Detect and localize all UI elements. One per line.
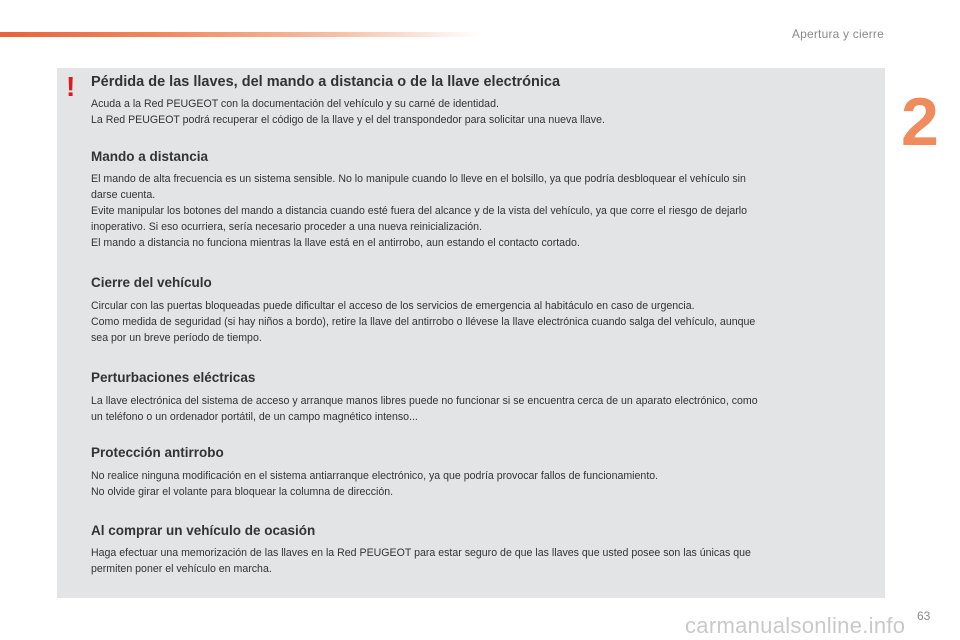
paragraph-line: La llave electrónica del sistema de acceso y arranque manos libres puede no funcionar si se encuentra cerca de un aparato electrónico, como xyxy=(91,395,758,407)
panel-title: Pérdida de las llaves, del mando a distancia o de la llave electrónica xyxy=(91,74,561,90)
paragraph-line: un teléfono o un ordenador portátil, de un campo magnético intenso... xyxy=(91,411,418,423)
warning-icon: ! xyxy=(66,71,76,102)
watermark: carmanualsonline.info xyxy=(685,613,906,638)
paragraph-line: Como medida de seguridad (si hay niños a bordo), retire la llave del antirrobo o llévese la llave electrónica cuando salga del vehículo, aunque xyxy=(91,316,756,328)
paragraph-proteccion-antirrobo xyxy=(91,468,873,500)
paragraph-perturbaciones-electricas xyxy=(91,393,873,425)
intro-line: Acuda a la Red PEUGEOT con la documentación del vehículo y su carné de identidad. xyxy=(91,98,499,110)
paragraph-line: Evite manipular los botones del mando a distancia cuando esté fuera del alcance y de la vista del vehículo, ya que corre el riesgo de dejarlo xyxy=(91,205,748,217)
info-panel xyxy=(57,68,885,598)
paragraph-line: darse cuenta. xyxy=(91,189,156,201)
heading-al-comprar-vehiculo-ocasion: Al comprar un vehículo de ocasión xyxy=(91,523,316,538)
heading-proteccion-antirrobo: Protección antirrobo xyxy=(91,445,224,460)
paragraph-line: sea por un breve período de tiempo. xyxy=(91,332,262,344)
paragraph-al-comprar-vehiculo-ocasion xyxy=(91,545,873,577)
page-number: 63 xyxy=(917,609,931,623)
paragraph-line: No olvide girar el volante para bloquear la columna de dirección. xyxy=(91,486,394,498)
heading-cierre-del-vehiculo: Cierre del vehículo xyxy=(91,275,212,290)
paragraph-line: inoperativo. Si eso ocurriera, sería necesario proceder a una nueva reinicialización. xyxy=(91,221,483,233)
intro-line: La Red PEUGEOT podrá recuperar el código de la llave y el del transpondedor para solicitar una nueva llave. xyxy=(91,114,605,126)
paragraph-line: El mando de alta frecuencia es un sistema sensible. No lo manipule cuando lo lleve en el bolsillo, ya que podría desbloquear el vehículo sin xyxy=(91,173,746,185)
section-title: Apertura y cierre xyxy=(791,27,884,41)
paragraph-line: Haga efectuar una memorización de las llaves en la Red PEUGEOT para estar seguro de que las llaves que usted posee son las únicas que xyxy=(91,547,751,559)
paragraph-line: No realice ninguna modificación en el sistema antiarranque electrónico, ya que podría provocar fallos de funcionamiento. xyxy=(91,470,659,482)
chapter-number: 2 xyxy=(901,84,939,160)
paragraph-line: Circular con las puertas bloqueadas puede dificultar el acceso de los servicios de emergencia al habitáculo en caso de urgencia. xyxy=(91,300,695,312)
header-accent-bar xyxy=(0,32,480,37)
paragraph-line: El mando a distancia no funciona mientras la llave está en el antirrobo, aun estando el contacto cortado. xyxy=(91,237,580,249)
heading-perturbaciones-electricas: Perturbaciones eléctricas xyxy=(91,370,256,385)
heading-mando-a-distancia: Mando a distancia xyxy=(91,149,209,164)
paragraph-mando-a-distancia xyxy=(91,171,873,251)
intro-paragraph xyxy=(91,96,873,128)
paragraph-cierre-del-vehiculo xyxy=(91,298,873,346)
paragraph-line: permiten poner el vehículo en marcha. xyxy=(91,563,272,575)
